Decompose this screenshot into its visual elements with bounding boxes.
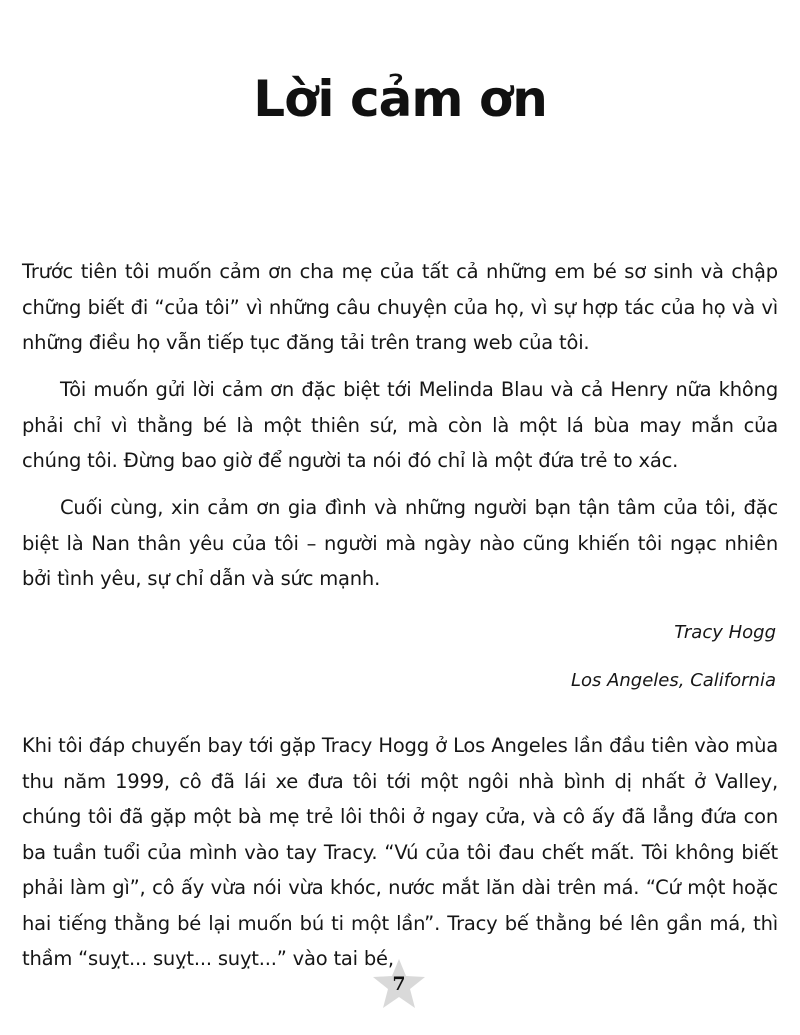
paragraph-melinda-thanks: Tôi muốn gửi lời cảm ơn đặc biệt tới Melinda Blau và cả Henry nữa không phải chỉ vì thằng bé là một thiên sứ, mà còn là một lá bùa may mắn của chúng tôi. Đừng bao giờ để người ta nói đó chỉ là một đứa trẻ to xác. <box>22 378 778 472</box>
paragraph-parents-thanks: Trước tiên tôi muốn cảm ơn cha mẹ của tất cả những em bé sơ sinh và chập chững biết đi “của tôi” vì những câu chuyện của họ, vì sự hợp tác của họ và vì những điều họ vẫn tiếp tục đăng tải trên trang web của tôi. <box>22 260 778 354</box>
page-number-badge <box>370 966 428 1002</box>
page-number: 7 <box>392 973 406 995</box>
signature-place: Los Angeles, California <box>570 670 776 691</box>
signature-name: Tracy Hogg <box>674 622 776 643</box>
page-title: Lời cảm ơn <box>253 70 547 128</box>
paragraph-family-thanks: Cuối cùng, xin cảm ơn gia đình và những người bạn tận tâm của tôi, đặc biệt là Nan thân yêu của tôi – người mà ngày nào cũng khiến tôi ngạc nhiên bởi tình yêu, sự chỉ dẫn và sức mạnh. <box>22 496 778 590</box>
paragraph-introduction: Khi tôi đáp chuyến bay tới gặp Tracy Hogg ở Los Angeles lần đầu tiên vào mùa thu năm 1999, cô đã lái xe đưa tôi tới một ngôi nhà bình dị nhất ở Valley, chúng tôi đã gặp một bà mẹ trẻ lôi thôi ở ngay cửa, và cô ấy đã lẳng đứa con ba tuần tuổi của mình vào tay Tracy. “Vú của tôi đau chết mất. Tôi không biết phải làm gì”, cô ấy vừa nói vừa khóc, nước mắt lăn dài trên má. “Cứ một hoặc hai tiếng thằng bé lại muốn bú ti một lần”. Tracy bế thằng bé lên gần má, thì thầm “suỵt... suỵt... suỵt...” vào tai bé, <box>22 734 778 970</box>
